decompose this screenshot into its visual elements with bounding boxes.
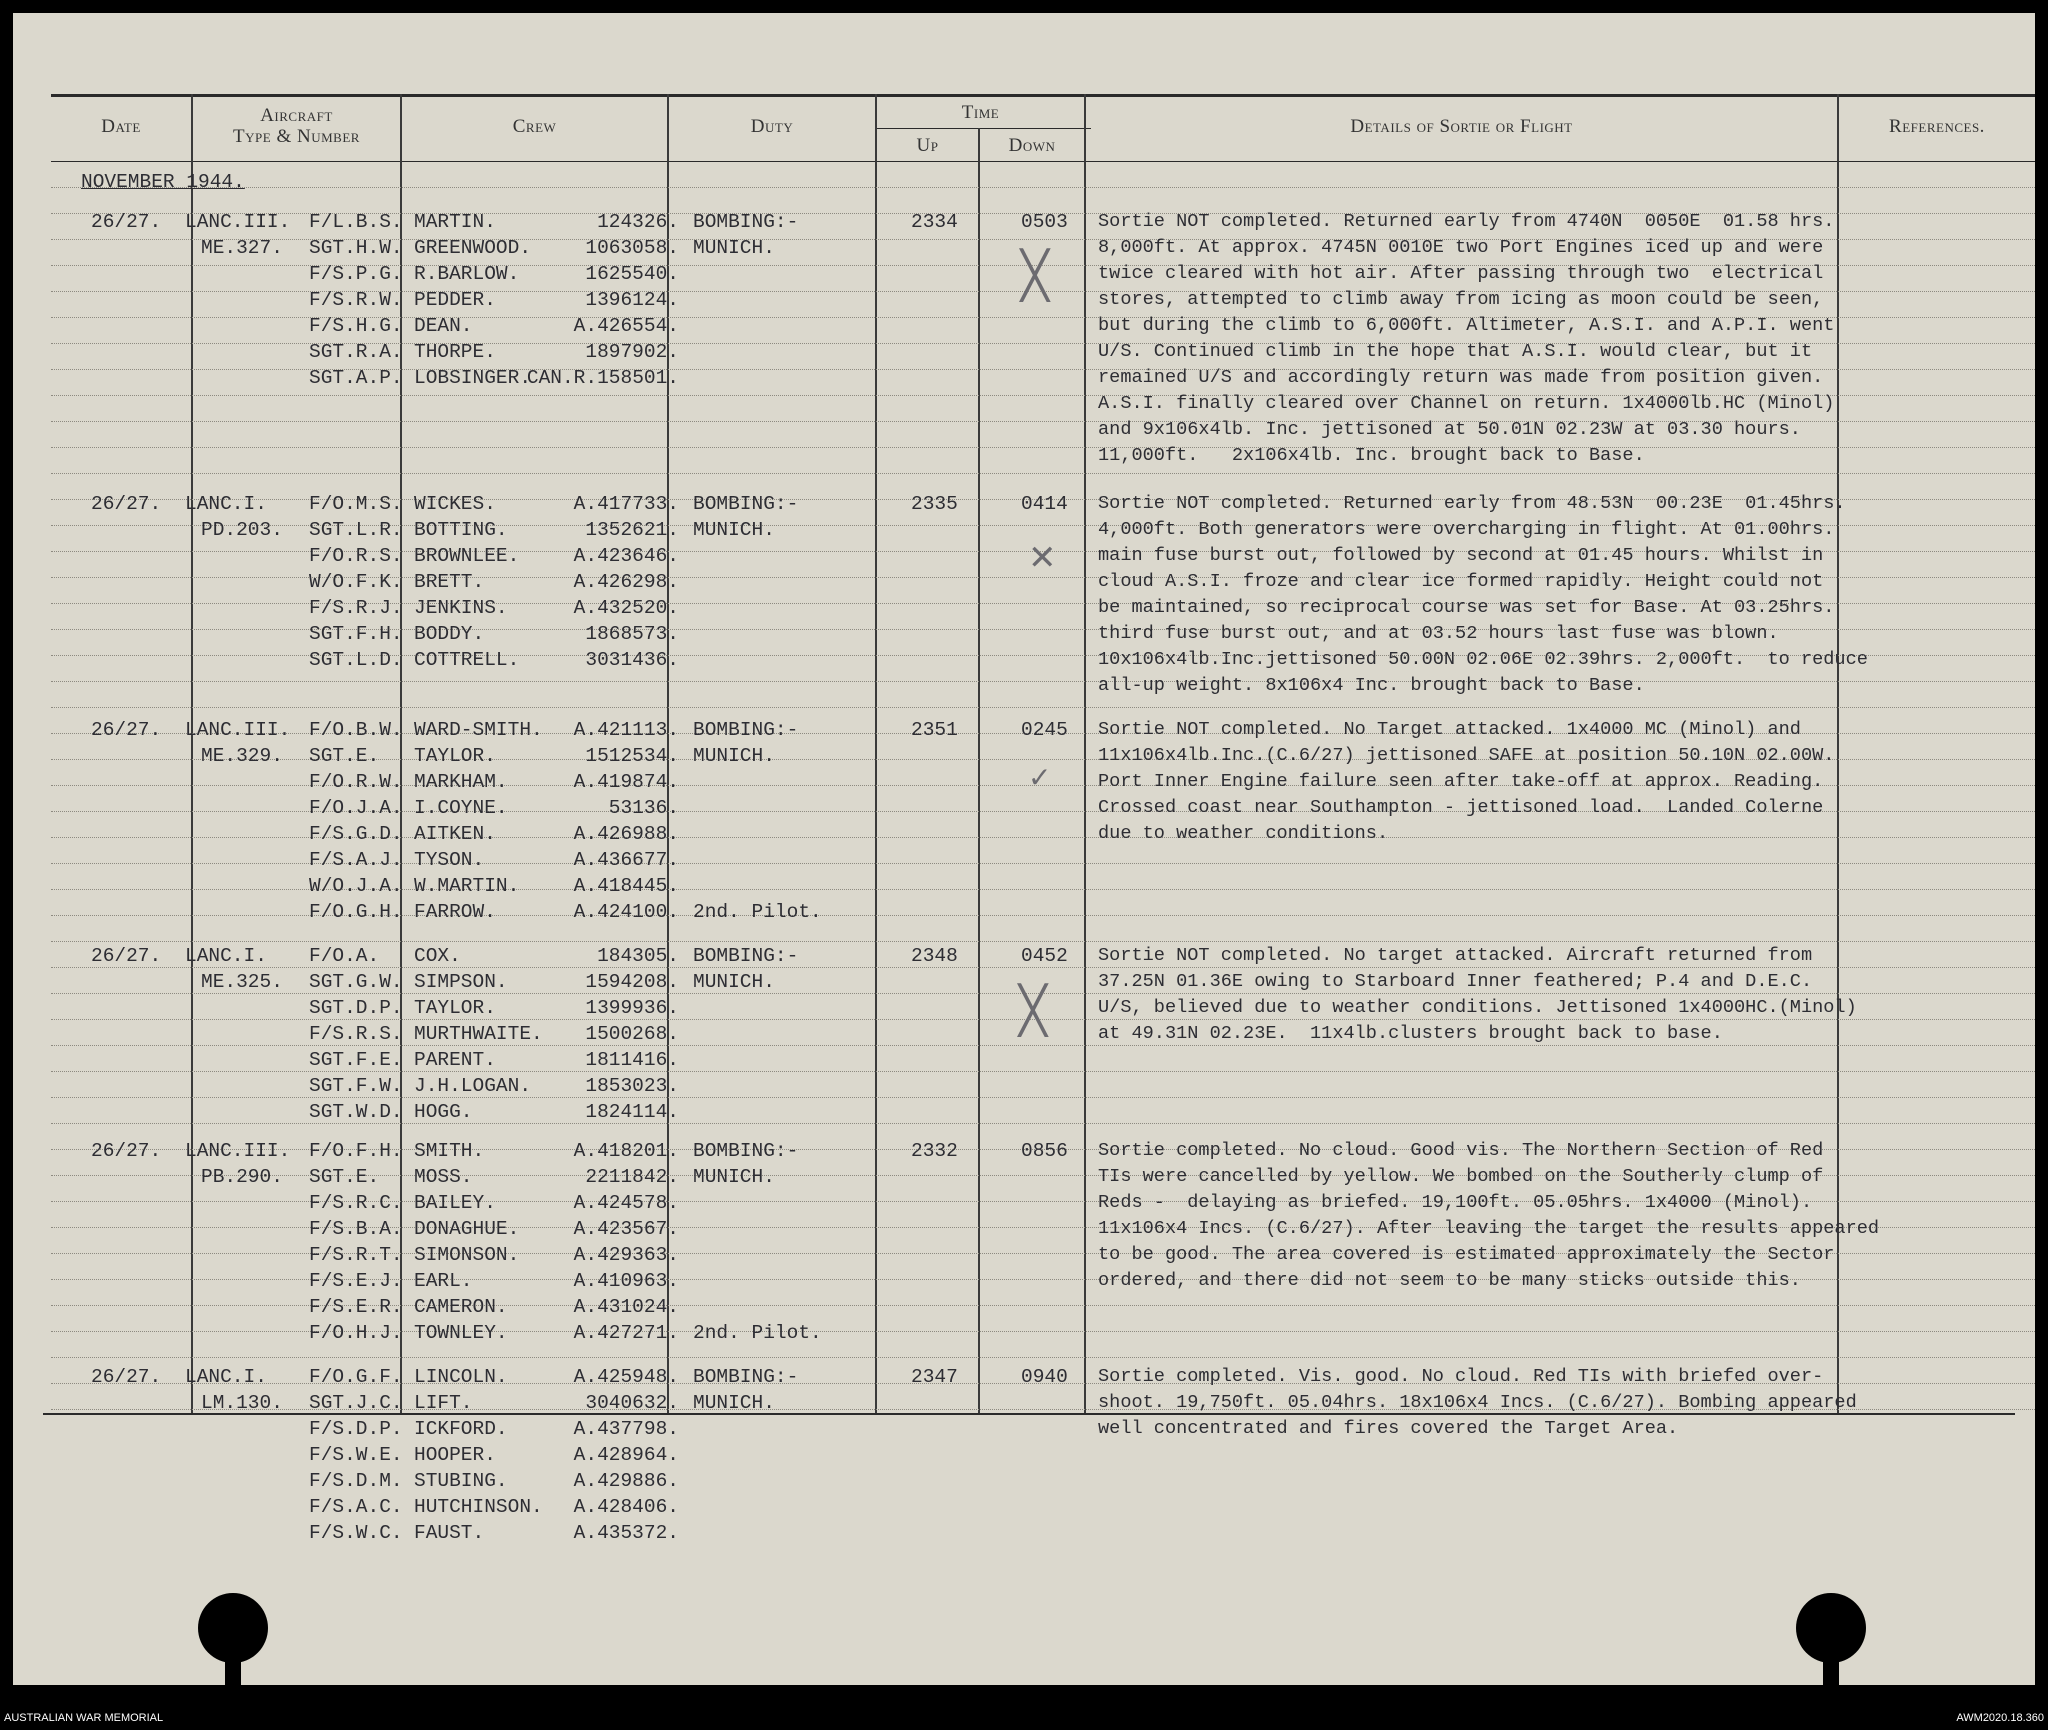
crew-service-number: 1063058. [585,237,679,259]
sortie-details-line: 8,000ft. At approx. 4745N 0010E two Port Engines iced up and were [1098,237,1824,258]
crew-member [309,1468,679,1494]
crew-service-number: A.424100. [573,901,679,923]
crew-rank: F/S.E.R. [309,1296,403,1318]
duty-text: MUNICH. [693,1166,775,1188]
crew-service-number: 1853023. [585,1075,679,1097]
crew-member [309,1242,679,1268]
header-up: Up [916,135,939,156]
crew-rank: F/O.R.W. [309,771,403,793]
crew-service-number: 1811416. [585,1049,679,1071]
crew-name: I.COYNE. [414,797,508,819]
crew-member [309,899,679,925]
crew-member [309,261,679,287]
sortie-details-line: third fuse burst out, and at 03.52 hours last fuse was blown. [1098,623,1779,644]
crew-name: STUBING. [414,1470,508,1492]
sortie-details-line: 4,000ft. Both generators were overcharging in flight. At 01.00hrs. [1098,519,1835,540]
duty-text: MUNICH. [693,745,775,767]
header-references: References. [1889,116,1985,137]
aircraft-type: LANC.I. [185,1366,267,1388]
aircraft-number: PB.290. [201,1166,283,1188]
crew-name: MOSS. [414,1166,473,1188]
duty-text: BOMBING:- [693,1140,799,1162]
crew-name: PARENT. [414,1049,496,1071]
time-down: 0452 [1021,945,1068,967]
crew-rank: F/S.R.T. [309,1244,403,1266]
crew-service-number: 1396124. [585,289,679,311]
crew-member [309,1364,679,1390]
sortie-details-line: main fuse burst out, followed by second at 01.45 hours. Whilst in [1098,545,1824,566]
sortie-details-line: ordered, and there did not seem to be many sticks outside this. [1098,1270,1801,1291]
crew-service-number: 1824114. [585,1101,679,1123]
crew-service-number: 1352621. [585,519,679,541]
crew-member [309,717,679,743]
aircraft-number: ME.329. [201,745,283,767]
crew-rank: F/S.D.M. [309,1470,403,1492]
duty-text: 2nd. Pilot. [693,1322,822,1344]
crew-member [309,1520,679,1546]
ruled-line [51,473,2035,474]
ruled-line [51,707,2035,708]
crew-rank: F/S.G.D. [309,823,403,845]
crew-rank: F/O.B.W. [309,719,403,741]
aircraft-type: LANC.I. [185,945,267,967]
crew-rank: F/S.E.J. [309,1270,403,1292]
crew-service-number: A.424578. [573,1192,679,1214]
crew-member [309,1216,679,1242]
crew-service-number: A.419874. [573,771,679,793]
crew-name: GREENWOOD. [414,237,532,259]
crew-member [309,943,679,969]
crew-list [309,717,679,925]
crew-name: TAYLOR. [414,745,496,767]
sortie-details-line: remained U/S and accordingly return was made from position given. [1098,367,1824,388]
crew-service-number: 3040632. [585,1392,679,1414]
crew-name: AITKEN. [414,823,496,845]
crew-member [309,847,679,873]
crew-name: LOBSINGER. [414,367,532,389]
sortie-details-line: Sortie NOT completed. Returned early from 4740N 0050E 01.58 hrs. [1098,211,1835,232]
sortie-details-line: U/S. Continued climb in the hope that A.S.I. would clear, but it [1098,341,1813,362]
crew-member [309,313,679,339]
crew-rank: SGT.E. [309,745,380,767]
time-up: 2334 [911,211,958,233]
duty-text: BOMBING:- [693,945,799,967]
crew-member [309,569,679,595]
sortie-details-line: to be good. The area covered is estimated approximately the Sector [1098,1244,1835,1265]
ruled-line [51,187,2035,188]
crew-service-number: A.426988. [573,823,679,845]
crew-service-number: A.426298. [573,571,679,593]
crew-name: JENKINS. [414,597,508,619]
crew-service-number: A.429363. [573,1244,679,1266]
sortie-details-line: at 49.31N 02.23E. 11x4lb.clusters brought back to base. [1098,1023,1723,1044]
crew-member [309,517,679,543]
crew-member [309,287,679,313]
crew-member [309,209,679,235]
crew-service-number: A.421113. [573,719,679,741]
crew-member [309,1047,679,1073]
crew-member [309,969,679,995]
crew-rank: F/O.A. [309,945,380,967]
crew-name: PEDDER. [414,289,496,311]
crew-service-number: A.432520. [573,597,679,619]
crew-name: MURTHWAITE. [414,1023,543,1045]
duty-text: BOMBING:- [693,493,799,515]
crew-rank: F/O.M.S. [309,493,403,515]
sortie-details-line: all-up weight. 8x106x4 Inc. brought back to Base. [1098,675,1645,696]
page-bottom-rule [43,1413,2015,1415]
crew-rank: W/O.F.K. [309,571,403,593]
crew-rank: SGT.F.E. [309,1049,403,1071]
crew-list [309,209,679,391]
crew-rank: F/O.R.S. [309,545,403,567]
crew-service-number: 3031436. [585,649,679,671]
crew-service-number: A.435372. [573,1522,679,1544]
sortie-details-line: due to weather conditions. [1098,823,1389,844]
crew-name: THORPE. [414,341,496,363]
crew-member [309,1294,679,1320]
crew-rank: F/O.F.H. [309,1140,403,1162]
crew-rank: F/S.R.W. [309,289,403,311]
crew-name: BRETT. [414,571,485,593]
header-aircraft-line1: Aircraft [260,105,333,126]
crew-service-number: 1897902. [585,341,679,363]
sortie-date: 26/27. [91,1366,162,1388]
header-crew: Crew [512,116,557,137]
crew-name: MARKHAM. [414,771,508,793]
duty-text: MUNICH. [693,971,775,993]
crew-rank: SGT.R.A. [309,341,403,363]
header-duty: Duty [750,116,794,137]
crew-name: J.H.LOGAN. [414,1075,532,1097]
crew-rank: SGT.F.H. [309,623,403,645]
crew-name: DEAN. [414,315,473,337]
crew-name: BROWNLEE. [414,545,520,567]
crew-list [309,491,679,673]
crew-name: BAILEY. [414,1192,496,1214]
footer-accession-number: AWM2020.18.360 [1956,1712,2044,1724]
crew-member [309,743,679,769]
crew-rank: F/O.H.J. [309,1322,403,1344]
crew-member [309,1021,679,1047]
crew-name: R.BARLOW. [414,263,520,285]
crew-rank: W/O.J.A. [309,875,403,897]
crew-service-number: 53136. [608,797,679,819]
crew-member [309,621,679,647]
crew-member [309,1442,679,1468]
crew-member [309,995,679,1021]
crew-member [309,647,679,673]
crew-rank: F/S.W.C. [309,1522,403,1544]
sortie-details-line: Sortie NOT completed. No Target attacked. 1x4000 MC (Minol) and [1098,719,1801,740]
crew-name: CAMERON. [414,1296,508,1318]
sortie-details-line: 11,000ft. 2x106x4lb. Inc. brought back to Base. [1098,445,1645,466]
crew-service-number: 124326. [597,211,679,233]
sortie-date: 26/27. [91,1140,162,1162]
aircraft-number: PD.203. [201,519,283,541]
header-time: Time [961,102,1000,123]
crew-rank: F/S.H.G. [309,315,403,337]
crew-service-number: 1625540. [585,263,679,285]
time-up: 2351 [911,719,958,741]
sortie-details-line: 11x106x4 Incs. (C.6/27). After leaving the target the results appeared [1098,1218,1880,1239]
crew-member [309,1164,679,1190]
crew-service-number: A.418201. [573,1140,679,1162]
crew-service-number: A.423646. [573,545,679,567]
crew-service-number: 2211842. [585,1166,679,1188]
crew-member [309,1320,679,1346]
crew-member [309,1494,679,1520]
ruled-line [51,941,2035,942]
sortie-details-line: Reds - delaying as briefed. 19,100ft. 05.05hrs. 1x4000 (Minol). [1098,1192,1813,1213]
crew-rank: F/O.G.H. [309,901,403,923]
duty-text: MUNICH. [693,1392,775,1414]
sortie-details-line: cloud A.S.I. froze and clear ice formed rapidly. Height could not [1098,571,1824,592]
crew-member [309,543,679,569]
crew-service-number: A.417733. [573,493,679,515]
crew-service-number: 1512534. [585,745,679,767]
crew-name: FAUST. [414,1522,485,1544]
sortie-details-line: A.S.I. finally cleared over Channel on return. 1x4000lb.HC (Minol) [1098,393,1835,414]
crew-member [309,491,679,517]
crew-name: TYSON. [414,849,485,871]
crew-name: W.MARTIN. [414,875,520,897]
crew-member [309,1073,679,1099]
crew-name: ICKFORD. [414,1418,508,1440]
sortie-details-line: U/S, believed due to weather conditions. Jettisoned 1x4000HC.(Minol) [1098,997,1857,1018]
crew-name: FARROW. [414,901,496,923]
time-up: 2348 [911,945,958,967]
crew-rank: SGT.J.C. [309,1392,403,1414]
crew-member [309,365,679,391]
crew-service-number: A.437798. [573,1418,679,1440]
sortie-details-line: but during the climb to 6,000ft. Altimeter, A.S.I. and A.P.I. went [1098,315,1835,336]
ruled-line [51,1357,2035,1358]
crew-service-number: A.436677. [573,849,679,871]
crew-rank: SGT.G.W. [309,971,403,993]
time-up: 2332 [911,1140,958,1162]
crew-service-number: 1500268. [585,1023,679,1045]
sortie-details-line: 11x106x4lb.Inc.(C.6/27) jettisoned SAFE at position 50.10N 02.00W. [1098,745,1835,766]
sortie-details-line: shoot. 19,750ft. 05.04hrs. 18x106x4 Incs. (C.6/27). Bombing appeared [1098,1392,1857,1413]
sortie-details-line: and 9x106x4lb. Inc. jettisoned at 50.01N 02.23W at 03.30 hours. [1098,419,1801,440]
crew-rank: F/S.R.C. [309,1192,403,1214]
sortie-details-line: TIs were cancelled by yellow. We bombed on the Southerly clump of [1098,1166,1824,1187]
crew-name: SMITH. [414,1140,485,1162]
crew-name: SIMPSON. [414,971,508,993]
sortie-date: 26/27. [91,945,162,967]
crew-service-number: A.410963. [573,1270,679,1292]
sortie-details-line: be maintained, so reciprocal course was set for Base. At 03.25hrs. [1098,597,1835,618]
crew-name: EARL. [414,1270,473,1292]
sortie-details-line: Sortie NOT completed. Returned early from 48.53N 00.23E 01.45hrs. [1098,493,1846,514]
crew-service-number: A.427271. [573,1322,679,1344]
crew-name: HUTCHINSON. [414,1496,543,1518]
header-aircraft-line2: Type & Number [233,126,360,147]
crew-rank: F/S.A.J. [309,849,403,871]
ruled-line [51,447,2035,448]
crew-name: WARD-SMITH. [414,719,543,741]
crew-rank: F/S.D.P. [309,1418,403,1440]
time-down: 0856 [1021,1140,1068,1162]
crew-rank: SGT.H.W. [309,237,403,259]
crew-service-number: A.429886. [573,1470,679,1492]
sortie-details-line: well concentrated and fires covered the Target Area. [1098,1418,1679,1439]
aircraft-number: ME.325. [201,971,283,993]
crew-name: BOTTING. [414,519,508,541]
header-down: Down [1008,135,1056,156]
sortie-details-line: Port Inner Engine failure seen after take-off at approx. Reading. [1098,771,1824,792]
crew-rank: F/L.B.S. [309,211,403,233]
crew-member [309,1099,679,1125]
month-heading: NOVEMBER 1944. [81,171,245,193]
aircraft-type: LANC.I. [185,493,267,515]
binder-hole [1796,1593,1866,1663]
crew-list [309,1364,679,1546]
crew-member [309,1190,679,1216]
crew-member [309,1138,679,1164]
crew-list [309,943,679,1125]
sortie-date: 26/27. [91,211,162,233]
time-down: 0940 [1021,1366,1068,1388]
time-down: 0503 [1021,211,1068,233]
crew-service-number: CAN.R.158501. [526,367,679,389]
crew-service-number: A.431024. [573,1296,679,1318]
pencil-cross-mark: ╳ [1021,248,1049,302]
sortie-details-line: 10x106x4lb.Inc.jettisoned 50.00N 02.06E 02.39hrs. 2,000ft. to reduce [1098,649,1868,670]
crew-rank: F/S.B.A. [309,1218,403,1240]
time-up: 2347 [911,1366,958,1388]
pencil-cross-mark: ╳ [1019,983,1047,1037]
crew-name: BODDY. [414,623,485,645]
aircraft-number: LM.130. [201,1392,283,1414]
sortie-details-line: Crossed coast near Southampton - jettisoned load. Landed Colerne [1098,797,1824,818]
crew-service-number: 1868573. [585,623,679,645]
crew-name: TOWNLEY. [414,1322,508,1344]
crew-member [309,795,679,821]
crew-rank: SGT.A.P. [309,367,403,389]
crew-name: SIMONSON. [414,1244,520,1266]
crew-member [309,873,679,899]
crew-service-number: A.418445. [573,875,679,897]
header-date: Date [101,116,141,137]
crew-name: DONAGHUE. [414,1218,520,1240]
crew-member [309,1268,679,1294]
crew-rank: SGT.L.R. [309,519,403,541]
crew-rank: F/O.G.F. [309,1366,403,1388]
footer-credit: AUSTRALIAN WAR MEMORIAL [4,1712,164,1724]
crew-rank: F/O.J.A. [309,797,403,819]
time-down: 0414 [1021,493,1068,515]
crew-rank: F/S.W.E. [309,1444,403,1466]
time-up: 2335 [911,493,958,515]
crew-name: WICKES. [414,493,496,515]
crew-member [309,1416,679,1442]
crew-member [309,821,679,847]
crew-rank: SGT.D.P. [309,997,403,1019]
crew-rank: F/S.R.S. [309,1023,403,1045]
crew-list [309,1138,679,1346]
duty-text: MUNICH. [693,237,775,259]
crew-rank: SGT.F.W. [309,1075,403,1097]
crew-service-number: 1594208. [585,971,679,993]
sortie-details-line: Sortie completed. Vis. good. No cloud. Red TIs with briefed over- [1098,1366,1824,1387]
aircraft-type: LANC.III. [185,1140,291,1162]
sortie-date: 26/27. [91,493,162,515]
crew-service-number: A.425948. [573,1366,679,1388]
duty-text: BOMBING:- [693,1366,799,1388]
crew-member [309,339,679,365]
crew-rank: F/S.R.J. [309,597,403,619]
crew-rank: SGT.W.D. [309,1101,403,1123]
crew-service-number: A.426554. [573,315,679,337]
crew-name: LIFT. [414,1392,473,1414]
crew-name: TAYLOR. [414,997,496,1019]
sortie-details-line: Sortie completed. No cloud. Good vis. The Northern Section of Red [1098,1140,1824,1161]
duty-text: BOMBING:- [693,211,799,233]
pencil-tick-mark: ✓ [1028,761,1052,794]
crew-service-number: A.428406. [573,1496,679,1518]
record-sheet [13,13,2035,1685]
crew-member [309,235,679,261]
crew-service-number: 184305. [597,945,679,967]
time-down: 0245 [1021,719,1068,741]
duty-text: 2nd. Pilot. [693,901,822,923]
header-details: Details of Sortie or Flight [1350,116,1573,137]
crew-name: COTTRELL. [414,649,520,671]
duty-text: BOMBING:- [693,719,799,741]
crew-name: MARTIN. [414,211,496,233]
crew-rank: F/S.P.G. [309,263,403,285]
sortie-details-line: stores, attempted to climb away from icing as moon could be seen, [1098,289,1824,310]
crew-name: COX. [414,945,461,967]
crew-service-number: A.428964. [573,1444,679,1466]
aircraft-number: ME.327. [201,237,283,259]
sortie-date: 26/27. [91,719,162,741]
pencil-cross-mark: ✕ [1028,538,1057,578]
aircraft-type: LANC.III. [185,719,291,741]
crew-service-number: 1399936. [585,997,679,1019]
sortie-details-line: twice cleared with hot air. After passing through two electrical [1098,263,1824,284]
crew-name: HOGG. [414,1101,473,1123]
crew-rank: SGT.E. [309,1166,380,1188]
crew-service-number: A.423567. [573,1218,679,1240]
crew-name: HOOPER. [414,1444,496,1466]
sortie-details-line: 37.25N 01.36E owing to Starboard Inner feathered; P.4 and D.E.C. [1098,971,1813,992]
sortie-details-line: Sortie NOT completed. No target attacked. Aircraft returned from [1098,945,1813,966]
crew-name: LINCOLN. [414,1366,508,1388]
crew-member [309,769,679,795]
crew-rank: F/S.A.C. [309,1496,403,1518]
ruled-line [51,681,2035,682]
crew-rank: SGT.L.D. [309,649,403,671]
aircraft-type: LANC.III. [185,211,291,233]
binder-hole [198,1593,268,1663]
crew-member [309,595,679,621]
duty-text: MUNICH. [693,519,775,541]
